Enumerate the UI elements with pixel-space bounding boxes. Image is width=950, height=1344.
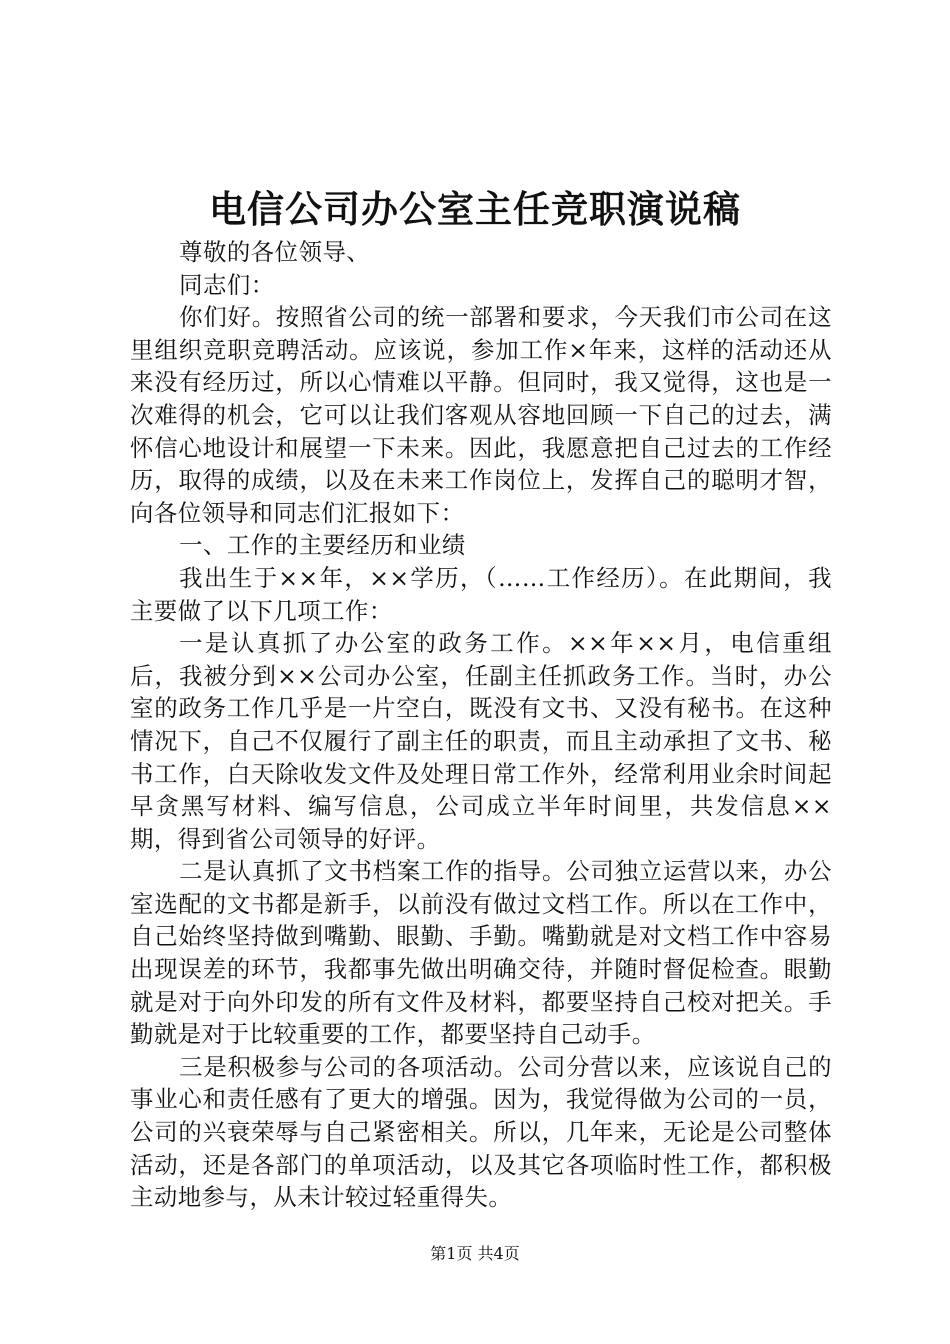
document-title: 电信公司办公室主任竞职演说稿	[209, 187, 741, 231]
document-body	[130, 236, 832, 1214]
page-number-footer: 第1页 共4页	[430, 1244, 520, 1263]
paragraph-intro: 你们好。按照省公司的统一部署和要求，今天我们市公司在这里组织竞职竞聘活动。应该说，参加工作×年来，这样的活动还从来没有经历过，所以心情难以平静。但同时，我又觉得，这也是一次难得的机会，它可以让我们客观从容地回顾一下自己的过去，满怀信心地设计和展望一下未来。因此，我愿意把自己过去的工作经历，取得的成绩，以及在未来工作岗位上，发挥自己的聪明才智，向各位领导和同志们汇报如下：	[130, 303, 832, 527]
paragraph-item-1: 一是认真抓了办公室的政务工作。××年××月，电信重组后，我被分到××公司办公室，任副主任抓政务工作。当时，办公室的政务工作几乎是一片空白，既没有文书、又没有秘书。在这种情况下，自己不仅履行了副主任的职责，而且主动承担了文书、秘书工作，白天除收发文件及处理日常工作外，经常利用业余时间起早贪黑写材料、编写信息，公司成立半年时间里，共发信息××期，得到省公司领导的好评。	[130, 629, 832, 853]
salutation-line-1: 尊敬的各位领导、	[179, 238, 371, 266]
paragraph-item-3: 三是积极参与公司的各项活动。公司分营以来，应该说自己的事业心和责任感有了更大的增强。因为，我觉得做为公司的一员，公司的兴衰荣辱与自己紧密相关。所以，几年来，无论是公司整体活动，还是各部门的单项活动，以及其它各项临时性工作，都积极主动地参与，从未计较过轻重得失。	[130, 1052, 832, 1212]
paragraph-item-2: 二是认真抓了文书档案工作的指导。公司独立运营以来，办公室选配的文书都是新手，以前没有做过文档工作。所以在工作中，自己始终坚持做到嘴勤、眼勤、手勤。嘴勤就是对文档工作中容易出现误差的环节，我都事先做出明确交待，并随时督促检查。眼勤就是对于向外印发的所有文件及材料，都要坚持自己校对把关。手勤就是对于比较重要的工作，都要坚持自己动手。	[130, 857, 832, 1049]
salutation-line-2: 同志们：	[179, 270, 275, 299]
section-heading-1: 一、工作的主要经历和业绩	[179, 531, 466, 560]
paragraph-background: 我出生于××年，××学历，（……工作经历）。在此期间，我主要做了以下几项工作：	[130, 563, 832, 625]
